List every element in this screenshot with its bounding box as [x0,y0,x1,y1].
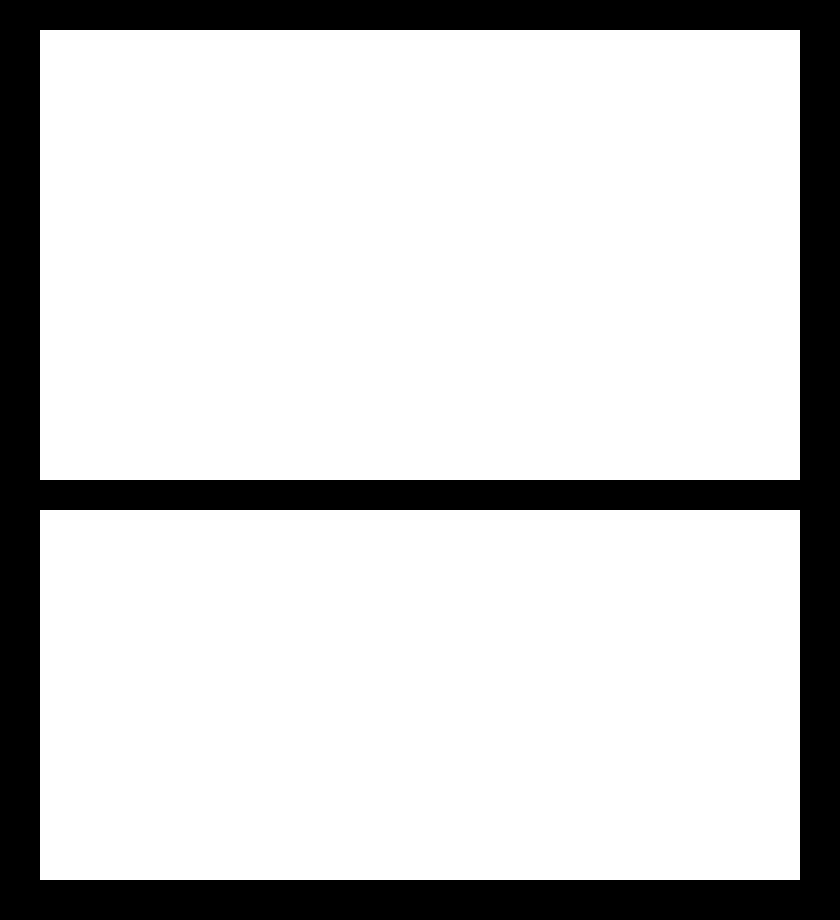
footer-right-pad [800,882,840,912]
header-left-pad [0,0,40,30]
top-panel-y-labels-right [800,30,840,480]
bottom-panel-plot [40,510,800,880]
top-panel-column-header [0,0,840,30]
bottom-panel [0,490,840,920]
bottom-panel-y-labels-left [0,510,40,880]
top-panel-plot [40,30,800,480]
header-right-pad [800,0,840,30]
top-panel-y-labels-left [0,30,40,480]
footer-left-pad [0,882,40,912]
bottom-panel-y-labels-right [800,510,840,880]
bottom-panel-column-footer [0,882,840,912]
